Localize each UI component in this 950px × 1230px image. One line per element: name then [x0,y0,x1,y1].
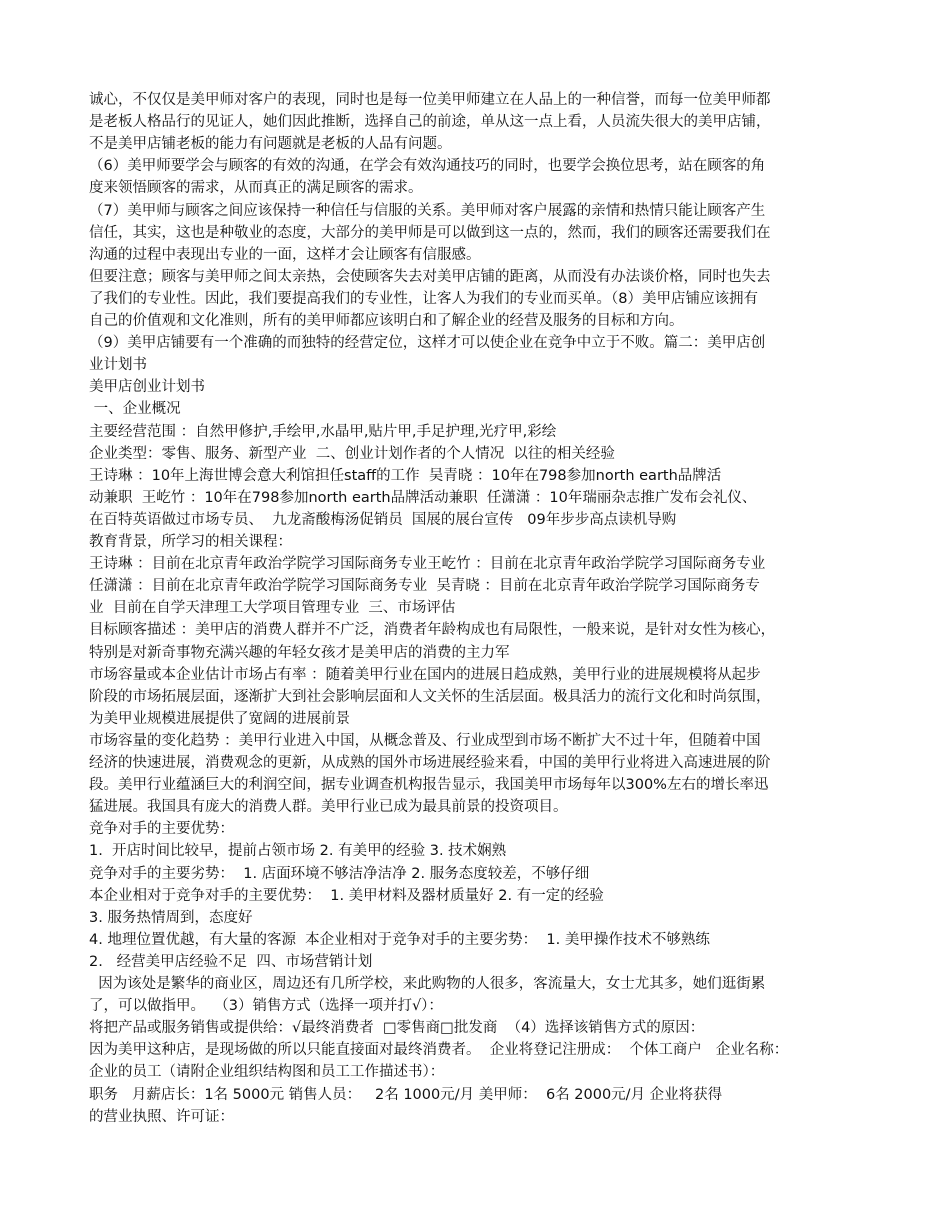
text-line: 动兼职 王屹竹 ：10年在798参加north earth品牌活动兼职 任潇潇 ：10年瑞丽杂志推广发布会礼仪、 [89,489,757,506]
text-line: 一、企业概况 [89,401,181,418]
text-line: 段。美甲行业蕴涵巨大的利润空间，据专业调查机构报告显示，我国美甲市场每年以300%左右的增长率迅 [89,777,769,794]
text-line: 任潇潇 ：目前在北京青年政治学院学习国际商务专业 吴青晓 ：目前在北京青年政治学院学习国际商务专 [89,578,760,595]
text-line: （9）美甲店铺要有一个准确的而独特的经营定位，这样才可以使企业在竞争中立于不败。篇二：美甲店创 [89,335,766,352]
text-line: 主要经营范围 ：自然甲修护,手绘甲,水晶甲,贴片甲,手足护理,光疗甲,彩绘 [89,423,557,440]
text-line: 竞争对手的主要优势： [89,821,234,838]
text-line: 在百特英语做过市场专员、 九龙斋酸梅汤促销员 国展的展台宣传 09年步步高点读机导购 [89,511,677,528]
text-line: 美甲店创业计划书 [89,379,205,396]
text-line: （6）美甲师要学会与顾客的有效的沟通，在学会有效沟通技巧的同时，也要学会换位思考，站在顾客的角 [89,158,766,175]
text-line: 猛进展。我国具有庞大的消费人群。美甲行业已成为最具前景的投资项目。 [89,799,568,816]
text-line: 沟通的过程中表现出专业的一面，这样才会让顾客有信服感。 [89,246,481,263]
text-line: 业 目前在自学天津理工大学项目管理专业 三、市场评估 [89,600,456,617]
text-line: 职务 月薪店长：1名 5000元 销售人员： 2名 1000元/月 美甲师： 6名 2000元/月 企业将获得 [89,1086,723,1103]
text-line: 本企业相对于竞争对手的主要优势： 1. 美甲材料及器材质量好 2. 有一定的经验 [89,887,604,904]
text-line: 为美甲业规模进展提供了宽阔的进展前景 [89,710,350,727]
text-line: 企业的员工（请附企业组织结构图和员工工作描述书）： [89,1064,445,1081]
text-line: 了，可以做指甲。 （3）销售方式（选择一项并打√）： [89,998,443,1015]
text-line: 特别是对新奇事物充满兴趣的年轻女孩才是美甲店的消费的主力军 [89,644,510,661]
text-line: 市场容量的变化趋势 ：美甲行业进入中国，从概念普及、行业成型到市场不断扩大不过十年，但随着中国 [89,732,761,749]
text-line: 自己的价值观和文化准则，所有的美甲师都应该明白和了解企业的经营及服务的目标和方向。 [89,313,684,329]
text-line: 教育背景，所学习的相关课程： [89,534,292,550]
text-line: 诚心，不仅仅是美甲师对客户的表现，同时也是每一位美甲师建立在人品上的一种信誉，而每一位美甲师都 [89,92,771,108]
text-line: 不是美甲店铺老板的能力有问题就是老板的人品有问题。 [89,136,452,153]
text-line: 业计划书 [89,357,147,374]
text-line: 信任，其实，这也是种敬业的态度，大部分的美甲师是可以做到这一点的，然而，我们的顾客还需要我们在 [89,224,771,241]
text-line: 3. 服务热情周到，态度好 [89,909,253,926]
text-line: 竞争对手的主要劣势： 1. 店面环境不够洁净洁净 2. 服务态度较差，不够仔细 [89,865,590,882]
text-line: 度来领悟顾客的需求，从而真正的满足顾客的需求。 [89,180,423,197]
text-line: 阶段的市场拓展层面，逐渐扩大到社会影响层面和人文关怀的生活层面。极具活力的流行文化和时尚氛围， [89,688,771,705]
text-line: 因为美甲这种店，是现场做的所以只能直接面对最终消费者。 企业将登记注册成： 个体工商户 企业名称： [89,1042,789,1059]
text-line: 了我们的专业性。因此，我们要提高我们的专业性，让客人为我们的专业而买单。（8）美甲店铺应该拥有 [89,290,758,307]
text-line: 是老板人格品行的见证人，她们因此推断，选择自己的前途，单从这一点上看，人员流失很大的美甲店铺， [89,114,771,131]
text-line: 1. 开店时间比较早，提前占领市场 2. 有美甲的经验 3. 技术娴熟 [89,843,507,860]
text-line: 的营业执照、许可证： [89,1108,234,1125]
text-line: 因为该处是繁华的商业区，周边还有几所学校，来此购物的人很多，客流量大，女士尤其多，她们逛街累 [89,976,766,992]
text-line: 企业类型：零售、服务、新型产业 二、创业计划作者的个人情况 以往的相关经验 [89,445,615,462]
text-line: 经济的快速进展，消费观念的更新，从成熟的国外市场进展经验来看，中国的美甲行业将进入高速进展的阶 [89,755,771,771]
text-line: 王诗琳 ：目前在北京青年政治学院学习国际商务专业王屹竹 ：目前在北京青年政治学院学习国际商务专业 [89,556,766,573]
text-line: 王诗琳 ：10年上海世博会意大利馆担任staff的工作 吴青晓 ：10年在798参加north earth品牌活 [89,467,722,484]
text-line: 但要注意；顾客与美甲师之间太亲热，会使顾客失去对美甲店铺的距离，从而没有办法谈价格，同时也失去 [89,268,771,285]
text-line: 4. 地理位置优越，有大量的客源 本企业相对于竞争对手的主要劣势： 1. 美甲操作技术不够熟练 [89,931,710,948]
text-line: 2. 经营美甲店经验不足 四、市场营销计划 [89,953,373,970]
text-line: 目标顾客描述 ：美甲店的消费人群并不广泛，消费者年龄构成也有局限性，一般来说，是针对女性为核心， [89,622,776,639]
text-line: 市场容量或本企业估计市场占有率 ：随着美甲行业在国内的进展日趋成熟，美甲行业的进展规模将从起步 [89,666,761,683]
text-line: （7）美甲师与顾客之间应该保持一种信任与信服的关系。美甲师对客户展露的亲情和热情只能让顾客产生 [89,202,766,219]
text-line: 将把产品或服务销售或提供给：√最终消费者 □零售商□批发商 （4）选择该销售方式的原因： [89,1020,705,1037]
